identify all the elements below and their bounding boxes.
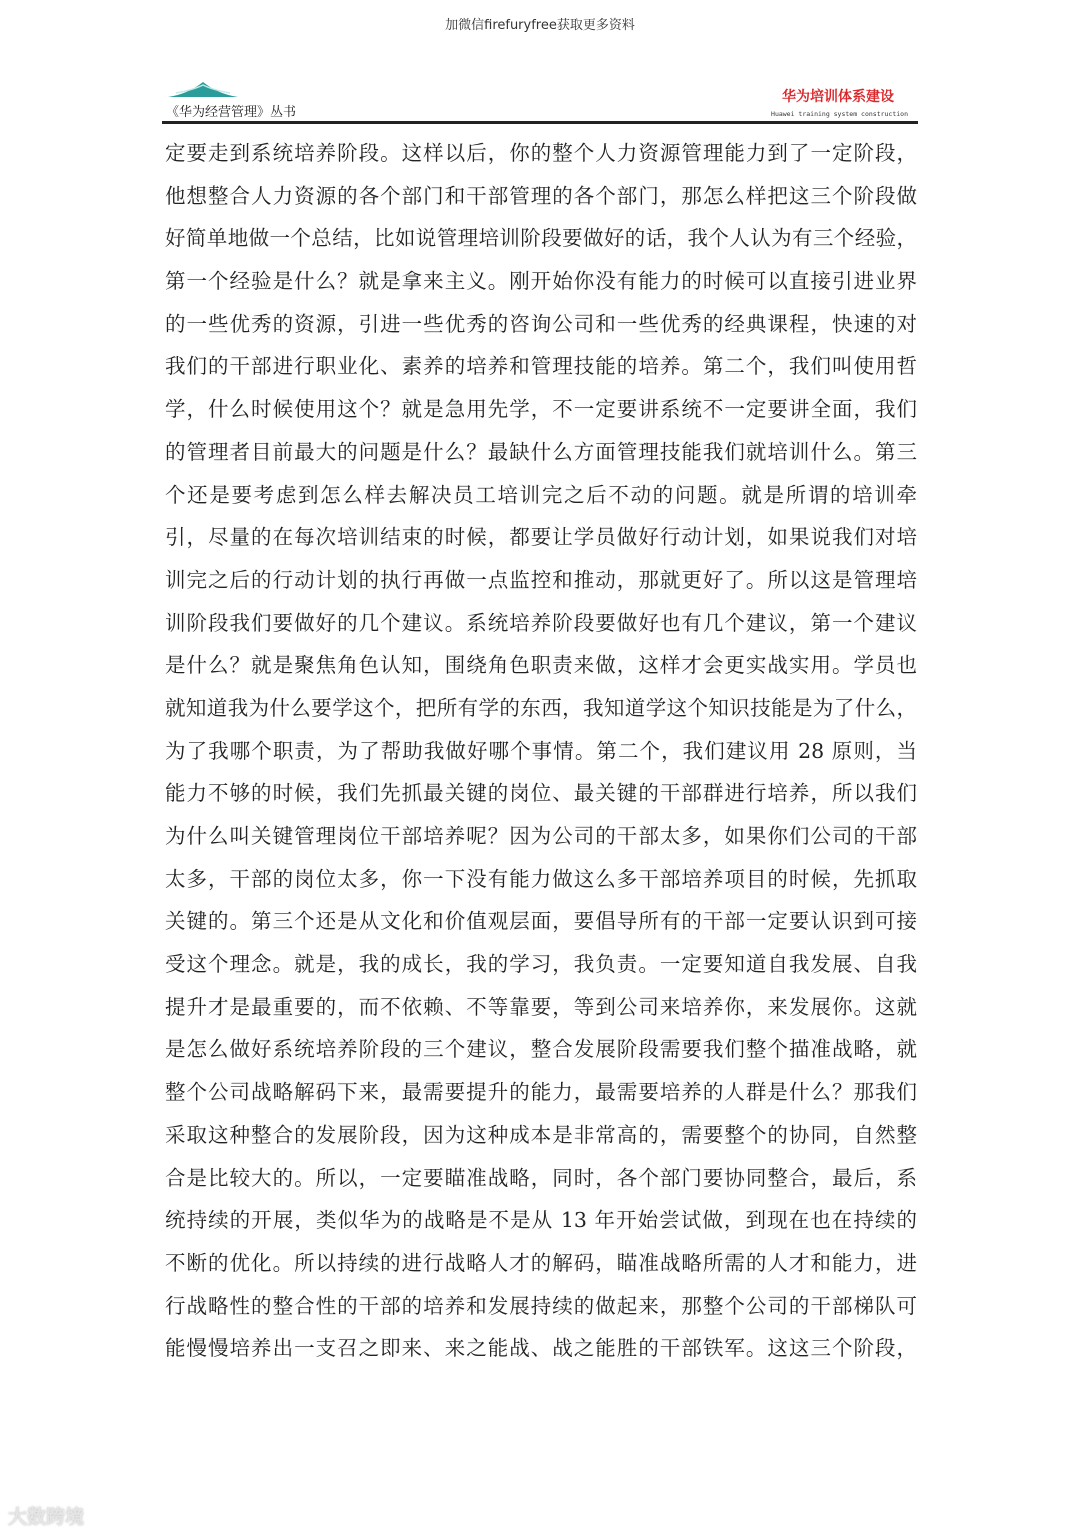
text-line: 他想整合人力资源的各个部门和干部管理的各个部门，那怎么样把这三个阶段做 [165,183,917,208]
text-line: 不断的优化。所以持续的进行战略人才的解码，瞄准战略所需的人才和能力，进 [165,1250,917,1275]
text-line: 能慢慢培养出一支召之即来、来之能战、战之能胜的干部铁军。这这三个阶段， [165,1336,917,1361]
text-line: 采取这种整合的发展阶段，因为这种成本是非常高的，需要整个的协同，自然整 [165,1122,917,1147]
text-line: 行战略性的整合性的干部的培养和发展持续的做起来，那整个公司的干部梯队可 [165,1293,917,1318]
text-line: 的管理者目前最大的问题是什么？最缺什么方面管理技能我们就培训什么。第三 [165,439,917,464]
text-line: 统持续的开展，类似华为的战略是不是从 13 年开始尝试做，到现在也在持续的 [165,1208,917,1233]
mountain-logo-icon [168,80,238,98]
text-line: 学，什么时候使用这个？就是急用先学，不一定要讲系统不一定要讲全面，我们 [165,397,917,422]
header-rule [162,121,918,124]
book-series-title: 《华为经营管理》丛书 [166,105,297,120]
text-line: 是怎么做好系统培养阶段的三个建议，整合发展阶段需要我们整个描准战略，就 [165,1037,917,1062]
brand-title: 华为培训体系建设 [782,89,894,105]
text-line: 为什么叫关键管理岗位干部培养呢？因为公司的干部太多，如果你们公司的干部 [165,824,917,848]
brand-subtitle: Huawei training system construction [771,110,908,118]
text-line: 为了我哪个职责，为了帮助我做好哪个事情。第二个，我们建议用 28 原则，当 [165,738,917,763]
text-line: 定要走到系统培养阶段。这样以后，你的整个人力资源管理能力到了一定阶段， [165,141,917,165]
text-line: 第一个经验是什么？就是拿来主义。刚开始你没有能力的时候可以直接引进业界 [165,269,917,294]
text-line: 个还是要考虑到怎么样去解决员工培训完之后不动的问题。就是所谓的培训牵 [165,482,917,507]
text-line: 关键的。第三个还是从文化和价值观层面，要倡导所有的干部一定要认识到可接 [165,909,917,934]
text-line: 我们的干部进行职业化、素养的培养和管理技能的培养。第二个，我们叫使用哲 [165,354,917,379]
text-line: 提升才是最重要的，而不依赖、不等靠要，等到公司来培养你，来发展你。这就 [165,994,917,1019]
top-note: 加微信firefuryfree获取更多资料 [445,18,635,33]
text-line: 能力不够的时候，我们先抓最关键的岗位、最关键的干部群进行培养，所以我们 [165,781,917,806]
text-line: 太多，干部的岗位太多，你一下没有能力做这么多干部培养项目的时候，先抓取 [165,866,917,891]
text-line: 的一些优秀的资源，引进一些优秀的咨询公司和一些优秀的经典课程，快速的对 [165,311,917,336]
watermark: 大数跨境 [8,1506,85,1528]
text-line: 训阶段我们要做好的几个建议。系统培养阶段要做好也有几个建议，第一个建议 [165,610,917,635]
text-line: 受这个理念。就是，我的成长，我的学习，我负责。一定要知道自我发展、自我 [165,952,917,977]
text-line: 引，尽量的在每次培训结束的时候，都要让学员做好行动计划，如果说我们对培 [165,525,917,550]
text-line: 整个公司战略解码下来，最需要提升的能力，最需要培养的人群是什么？那我们 [165,1080,917,1105]
body-text [165,137,917,1375]
text-line: 就知道我为什么要学这个，把所有学的东西，我知道学这个知识技能是为了什么， [165,695,917,720]
text-line: 是什么？就是聚焦角色认知，围绕角色职责来做，这样才会更实战实用。学员也 [165,653,917,678]
text-line: 好简单地做一个总结，比如说管理培训阶段要做好的话，我个人认为有三个经验， [165,226,917,251]
text-line: 训完之后的行动计划的执行再做一点监控和推动，那就更好了。所以这是管理培 [165,567,917,592]
text-line: 合是比较大的。所以，一定要瞄准战略，同时，各个部门要协同整合，最后，系 [165,1165,917,1190]
